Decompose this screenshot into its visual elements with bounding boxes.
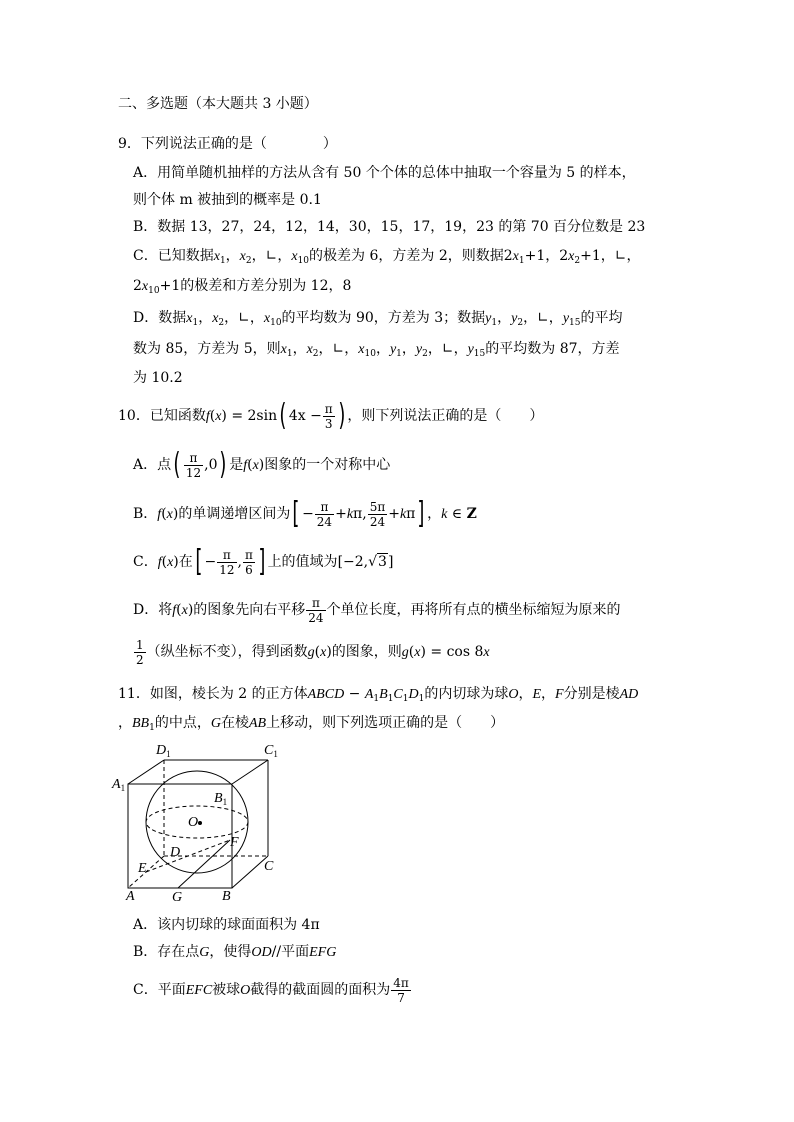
q10-option-d-line2: $\frac{1}{2}$ （纵坐标不变），得到函数g(x)的图象，则g(x) = cos 8x [136, 637, 490, 667]
q11-line1: 11．如图，棱长为 2 的正方体ABCD − $A_1B_1C_1D_1$的内切球为球O，E，F分别是棱AD [118, 686, 639, 704]
q9-option-c-line2: $2x_{10}+1$的极差和方差分别为 12，8 [133, 278, 352, 296]
q10-option-a: A．点( $\frac{\pi}{12}$ ,0) 是f(x)图象的一个对称中心 [133, 447, 391, 482]
edge-a1d1 [128, 760, 164, 784]
edge-b1c1 [232, 760, 268, 784]
q10-option-c: C．f(x)在[ − $\frac{\pi}{12}$ , $\frac{\pi}{6}$ ] 上的值域为[−2,√3] [133, 544, 394, 579]
q10-stem: 10．已知函数f(x) = 2sin( 4x − $\frac{\pi}{3}$ ) ，则下列说法正确的是（ ） [118, 398, 544, 433]
label-d1: $D_1$ [156, 743, 171, 759]
q9-option-b: B．数据 13，27，24，12，14，30，15，17，19，23 的第 70 百分位数是 23 [133, 219, 646, 235]
label-b: B [222, 889, 231, 902]
q9-option-d-line3: 为 10.2 [133, 370, 183, 386]
q10-option-b: B．f(x)的单调递增区间为[ − $\frac{\pi}{24}$ +kπ, $\frac{5\pi}{24}$ +kπ] ，k ∈ Z [133, 496, 477, 531]
label-g: G [172, 890, 183, 902]
label-d: D [170, 845, 181, 860]
label-b1: $B_1$ [214, 791, 228, 807]
label-o: O [188, 815, 199, 830]
segment-gf [178, 840, 230, 888]
cube-inscribed-sphere-figure [108, 740, 293, 902]
center-point-o [198, 821, 202, 825]
q9-stem: 9．下列说法正确的是（ ） [118, 136, 337, 152]
label-c: C [264, 859, 274, 874]
q11-line2: ，$BB_1$的中点，G在棱AB上移动，则下列选项正确的是（ ） [118, 715, 505, 733]
section-title: 二、多选题（本大题共 3 小题） [118, 96, 318, 112]
q9-option-d-line2: 数为 85，方差为 5，则$x_1$，$x_2$，∟，$x_{10}$，$y_1$，$y_2$，∟，$y_{15}$的平均数为 87，方差 [133, 341, 620, 359]
q9-option-a-line1: A．用简单随机抽样的方法从含有 50 个个体的总体中抽取一个容量为 5 的样本， [133, 165, 636, 181]
label-c1: $C_1$ [264, 743, 278, 759]
q11-option-b: B．存在点G，使得OD//平面EFG [133, 944, 337, 960]
q9-option-d-line1: D．数据$x_1$，$x_2$，∟，$x_{10}$的平均数为 90，方差为 3；数据$y_1$，$y_2$，∟，$y_{15}$的平均 [133, 310, 623, 328]
label-a1: $A_1$ [112, 777, 126, 793]
q9-option-a-line2: 则个体 m 被抽到的概率是 0.1 [133, 192, 322, 208]
edge-bc [232, 856, 268, 888]
q11-option-a: A．该内切球的球面面积为 4π [133, 917, 320, 933]
label-a: A [126, 889, 135, 902]
label-f: F [230, 835, 239, 850]
q11-option-c: C．平面EFC被球O截得的截面圆的面积为 $\frac{4\pi}{7}$ [133, 975, 409, 1005]
q9-option-c-line1: C．已知数据$x_1$，$x_2$，∟，$x_{10}$的极差为 6，方差为 2，则数据$2x_1+1$，$2x_2+1$，∟， [133, 248, 641, 266]
q10-option-d-line1: D．将f(x)的图象先向右平移 $\frac{\pi}{24}$ 个单位长度，再将所有点的横坐标缩短为原来的 [133, 595, 621, 625]
label-e: E [138, 861, 147, 876]
